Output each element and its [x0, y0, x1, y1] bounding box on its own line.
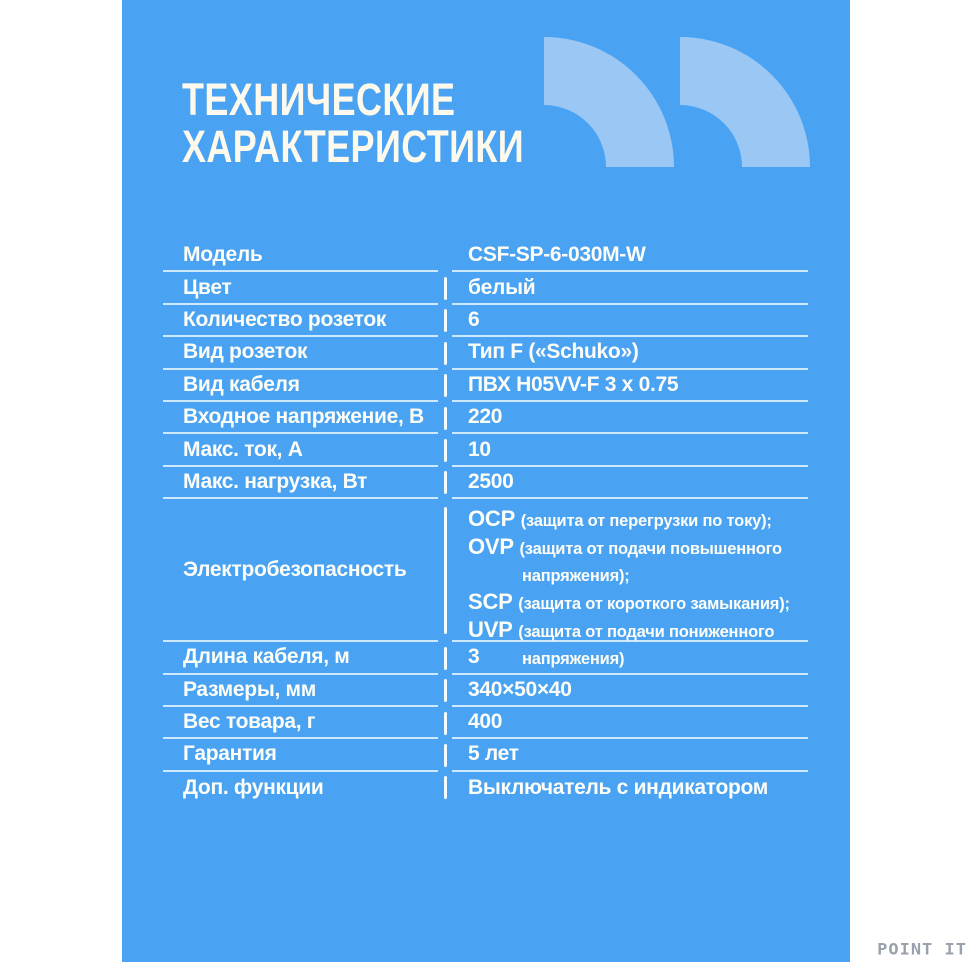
quote-mark-icon [544, 37, 674, 167]
spec-label: Вид кабеля [163, 370, 438, 402]
spec-row-dimensions [163, 675, 808, 707]
safety-desc: (защита от перегрузки по току); [520, 512, 772, 531]
safety-acronym: OCP [468, 506, 516, 532]
safety-item [468, 589, 808, 617]
spec-card [122, 0, 850, 962]
spec-value: ПВХ H05VV-F 3 x 0.75 [452, 370, 808, 402]
spec-row-max-load [163, 467, 808, 499]
spec-label: Гарантия [163, 739, 438, 771]
spec-label: Модель [163, 240, 438, 272]
divider-bar [444, 679, 447, 702]
column-divider [438, 739, 452, 771]
spec-value: 3 [452, 642, 808, 674]
column-divider [438, 772, 452, 804]
spec-value: CSF-SP-6-030M-W [452, 240, 808, 272]
safety-item [468, 534, 808, 589]
spec-label: Вес товара, г [163, 707, 438, 739]
spec-value: 6 [452, 305, 808, 337]
spec-row-weight [163, 707, 808, 739]
safety-acronym: UVP [468, 617, 513, 643]
spec-value: 400 [452, 707, 808, 739]
safety-acronym: OVP [468, 534, 514, 560]
title-line-1: ТЕХНИЧЕСКИЕ [182, 74, 456, 125]
spec-value: 5 лет [452, 739, 808, 771]
safety-desc: (защита от короткого замыкания); [518, 595, 790, 614]
spec-label: Длина кабеля, м [163, 642, 438, 674]
column-divider [438, 272, 452, 304]
spec-value: 10 [452, 434, 808, 466]
spec-row-extra-functions [163, 772, 808, 804]
spec-table [163, 240, 808, 804]
spec-row-color [163, 272, 808, 304]
quote-mark-icon [680, 37, 810, 167]
spec-label: Макс. ток, А [163, 434, 438, 466]
divider-bar [444, 439, 447, 462]
spec-value: Выключатель с индикатором [468, 775, 769, 799]
column-divider [438, 434, 452, 466]
spec-row-warranty [163, 739, 808, 771]
safety-acronym: SCP [468, 589, 513, 615]
divider-bar [444, 277, 447, 300]
spec-row-max-current [163, 434, 808, 466]
spec-label: Электробезопасность [163, 499, 438, 642]
spec-value: 220 [452, 402, 808, 434]
column-divider [438, 642, 452, 674]
divider-bar [444, 471, 447, 494]
divider-bar [444, 776, 447, 799]
divider-bar [444, 309, 447, 332]
spec-value: Тип F («Schuko») [452, 337, 808, 369]
column-divider [438, 402, 452, 434]
spec-label: Размеры, мм [163, 675, 438, 707]
divider-bar [444, 647, 447, 670]
spec-label: Входное напряжение, В [163, 402, 438, 434]
spec-value: 2500 [452, 467, 808, 499]
column-divider [438, 240, 452, 272]
column-divider [438, 305, 452, 337]
safety-desc: (защита от подачи повышенного напряжения); [519, 540, 782, 586]
spec-row-cable-length [163, 642, 808, 674]
divider-bar [444, 374, 447, 397]
divider-bar [444, 342, 447, 365]
title-line-2: ХАРАКТЕРИСТИКИ [182, 121, 525, 172]
divider-bar [444, 744, 447, 767]
page-title [182, 76, 524, 170]
column-divider [438, 499, 452, 642]
divider-bar [444, 507, 447, 634]
watermark: POINT IT [877, 940, 967, 959]
spec-label: Макс. нагрузка, Вт [163, 467, 438, 499]
spec-row-cable-type [163, 370, 808, 402]
column-divider [438, 370, 452, 402]
divider-bar [444, 407, 447, 430]
spec-label: Количество розеток [163, 305, 438, 337]
spec-row-socket-type [163, 337, 808, 369]
spec-value: белый [452, 272, 808, 304]
spec-label: Вид розеток [163, 337, 438, 369]
spec-row-socket-count [163, 305, 808, 337]
column-divider [438, 467, 452, 499]
safety-desc: (защита от подачи пониженного напряжения) [518, 623, 775, 669]
column-divider [438, 337, 452, 369]
spec-row-input-voltage [163, 402, 808, 434]
column-divider [438, 675, 452, 707]
spec-label: Цвет [163, 272, 438, 304]
spec-row-model [163, 240, 808, 272]
spec-label: Доп. функции [183, 775, 324, 799]
spec-value: 340×50×40 [452, 675, 808, 707]
column-divider [438, 707, 452, 739]
spec-value-safety-list [452, 499, 808, 669]
safety-item [468, 506, 808, 534]
divider-bar [444, 712, 447, 735]
